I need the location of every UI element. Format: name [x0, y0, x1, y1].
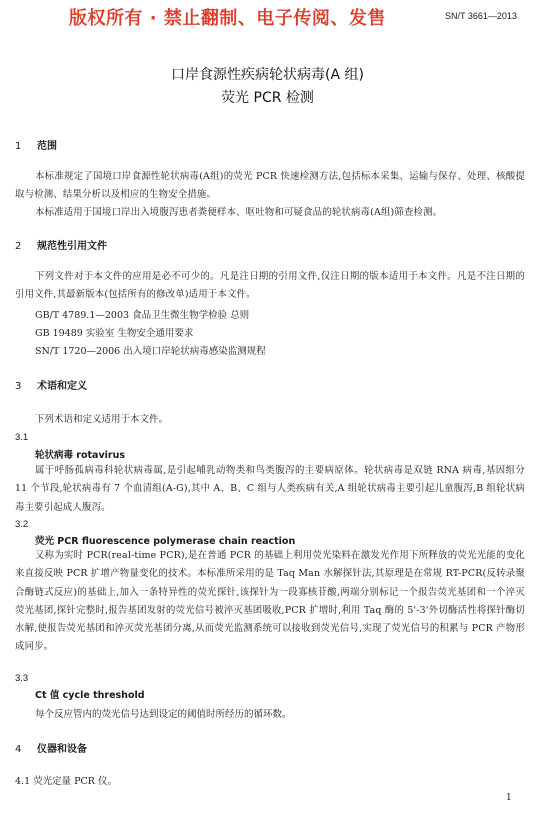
clause-number: 3.1	[15, 432, 29, 443]
standard-number: SN/T 3661—2013	[445, 11, 517, 21]
copyright-watermark: 版权所有 · 禁止翻制、电子传阅、发售	[69, 8, 386, 29]
term-definition: 每个反应管内的荧光信号达到设定的阈值时所经历的循环数。	[35, 709, 292, 720]
section-2-heading	[15, 240, 107, 254]
section-title: 规范性引用文件	[37, 241, 107, 252]
term-heading: Ct 值 cycle threshold	[35, 690, 145, 701]
reference-item: GB/T 4789.1—2003 食品卫生微生物学检验 总则	[35, 310, 250, 321]
section-4-heading	[15, 743, 87, 757]
paragraph: 下列术语和定义适用于本文件。	[35, 414, 169, 425]
reference-item: SN/T 1720—2006 出入境口岸轮状病毒感染监测规程	[35, 346, 266, 357]
section-title: 仪器和设备	[37, 744, 87, 755]
term-heading: 轮状病毒 rotavirus	[35, 450, 126, 461]
section-3-heading	[15, 380, 87, 394]
section-title: 范围	[37, 141, 57, 152]
term-heading: 荧光 PCR fluorescence polymerase chain reaction	[35, 536, 296, 547]
clause-number: 3.2	[15, 519, 29, 530]
term-definition: 又称为实时 PCR(real-time PCR),是在普通 PCR 的基础上利用荧光染料在激发光作用下所释放的荧光光能的变化来直接反映 PCR 扩增产物量变化的技术。本标准所采用的是 Taq Man 水解探针法,其原理是在常规 RT-PCR(反转录聚合酶链式反应)的基础上,加入一条特异性的荧光探针,该探针为一段寡核苷酸,两端分别标记一个报告荧光基团和一个淬灭荧光基团,探针完整时,报告基团发射的荧光信号被淬灭基团吸收,PCR 扩增时,利用 Taq 酶的 5'-3'外切酶活性将探针酶切水解,使报告荧光基团和淬灭荧光基团分离,从而荧光监测系统可以接收到荧光信号,实现了荧光信号的积累与 PCR 产物形成同步。	[15, 550, 525, 653]
document-title: 口岸食源性疾病轮状病毒(A 组)	[171, 67, 364, 83]
section-1-heading	[15, 140, 57, 154]
reference-item: GB 19489 实验室 生物安全通用要求	[35, 328, 194, 339]
clause-number: 3.3	[15, 673, 29, 684]
section-number: 3	[15, 381, 22, 392]
paragraph: 本标准规定了国境口岸食源性轮状病毒(A组)的荧光 PCR 快速检测方法,包括标本采集、运输与保存、处理、核酸提取与检测、结果分析以及相应的生物安全措施。	[15, 171, 525, 201]
term-definition: 属于呼肠孤病毒科轮状病毒属,是引起哺乳动物类和鸟类腹泻的主要病原体。轮状病毒是双链 RNA 病毒,基因组分 11 个节段,轮状病毒有 7 个血清组(A-G),其中 A、B、C 组与人类疾病有关,A 组轮状病毒主要引起儿童腹泻,B 组轮状病毒主要引起成人腹泻。	[15, 465, 525, 513]
clause-item: 4.1 荧光定量 PCR 仪。	[15, 776, 117, 787]
section-number: 1	[15, 141, 22, 152]
page-number: 1	[506, 793, 512, 803]
section-number: 2	[15, 241, 22, 252]
document-subtitle: 荧光 PCR 检测	[221, 90, 314, 106]
paragraph: 本标准适用于国境口岸出入境腹泻患者粪便样本、呕吐物和可疑食品的轮状病毒(A组)筛查检测。	[35, 207, 443, 218]
paragraph: 下列文件对于本文件的应用是必不可少的。凡是注日期的引用文件,仅注日期的版本适用于本文件。凡是不注日期的引用文件,其最新版本(包括所有的修改单)适用于本文件。	[15, 271, 525, 301]
section-number: 4	[15, 744, 22, 755]
section-title: 术语和定义	[37, 381, 87, 392]
